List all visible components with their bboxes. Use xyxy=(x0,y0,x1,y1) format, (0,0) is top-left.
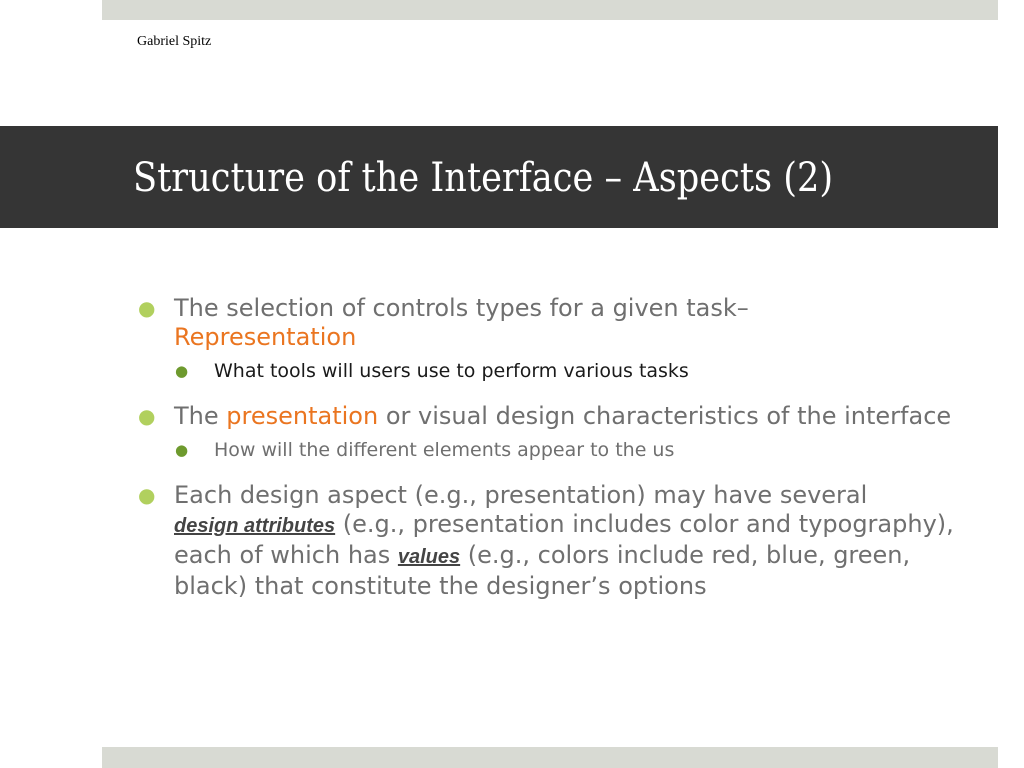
bullet-dot-icon: ● xyxy=(138,296,156,320)
top-decor-bar xyxy=(102,0,998,20)
bullet-text xyxy=(174,481,956,601)
emphasis-values: values xyxy=(397,546,461,568)
sub-bullet-item xyxy=(174,438,956,462)
author-name: Gabriel Spitz xyxy=(137,34,212,49)
bullet-dot-icon: ● xyxy=(138,483,156,507)
bullet-text xyxy=(174,294,956,352)
bullet-text-part: or visual design characteristics of the interface xyxy=(378,402,952,430)
bullet-item-representation xyxy=(136,294,956,383)
bullet-text xyxy=(174,402,956,431)
sub-bullet-dot-icon: ● xyxy=(175,362,189,380)
bullet-text-part: (e.g., colors include red, blue, green, black) that constitute the designer’s options xyxy=(174,541,911,600)
title-band xyxy=(0,126,998,228)
bullet-list xyxy=(136,294,956,601)
emphasis-design-attributes: design attributes xyxy=(174,515,336,537)
highlight-presentation: presentation xyxy=(226,402,379,430)
bullet-item-presentation xyxy=(136,402,956,462)
bullet-item-design-aspect xyxy=(136,481,956,601)
slide-title: Structure of the Interface – Aspects (2) xyxy=(133,155,834,201)
sub-bullet-list xyxy=(174,438,956,462)
sub-bullet-list xyxy=(174,359,956,383)
sub-bullet-text: How will the different elements appear to the us xyxy=(214,439,675,461)
sub-bullet-item xyxy=(174,359,956,383)
bullet-text-part: Each design aspect (e.g., presentation) may have several xyxy=(174,481,868,509)
sub-bullet-dot-icon: ● xyxy=(175,441,189,459)
highlight-representation: Representation xyxy=(174,323,357,351)
slide-content xyxy=(136,294,956,620)
bullet-text-part: The xyxy=(174,402,227,430)
bullet-text-part: The selection of controls types for a given task– xyxy=(174,294,749,322)
bullet-text-part: (e.g., presentation includes color and typography), each of which has xyxy=(174,510,954,569)
bullet-dot-icon: ● xyxy=(138,404,156,428)
bottom-decor-bar xyxy=(102,747,998,768)
sub-bullet-text: What tools will users use to perform various tasks xyxy=(214,360,689,382)
